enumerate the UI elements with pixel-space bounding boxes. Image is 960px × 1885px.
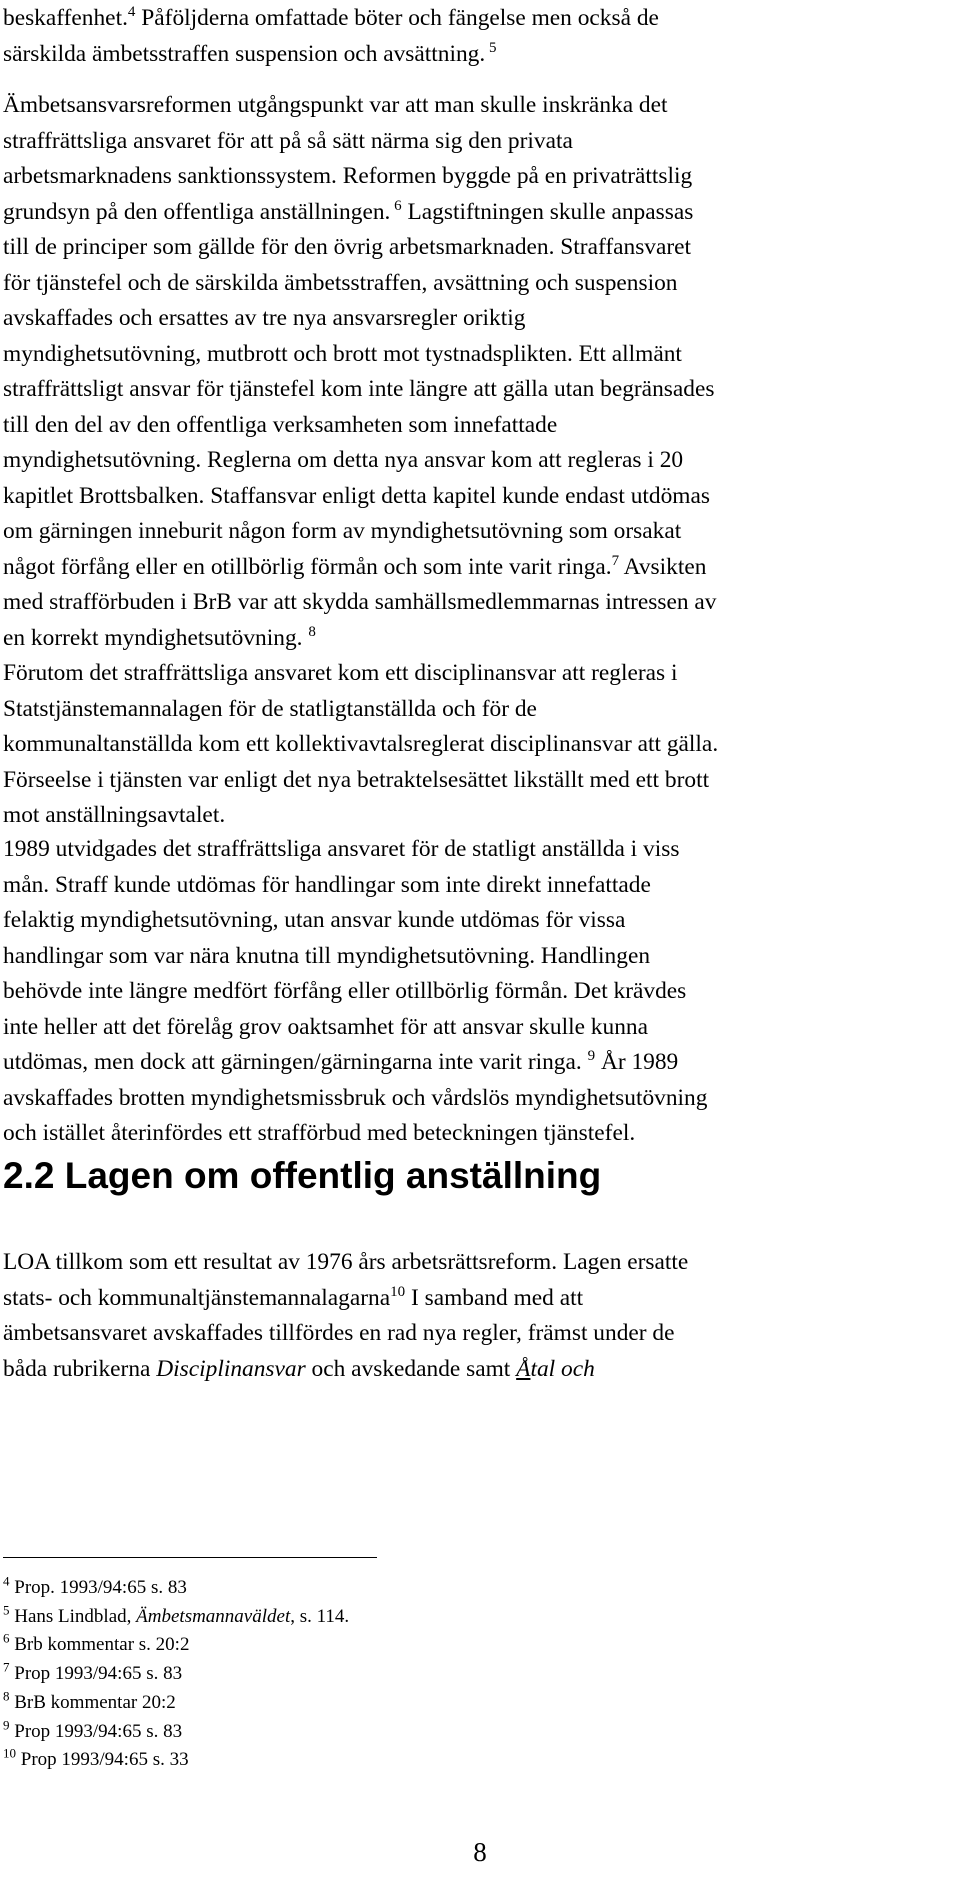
text-line: grundsyn på den offentliga anställningen. $^6$ Lagstiftningen skulle anpassas [3, 197, 694, 225]
text-line: myndighetsutövning, mutbrott och brott mot tystnadsplikten. Ett allmänt [3, 340, 682, 367]
text-line: båda rubrikerna Disciplinansvar och avskedande samt Åtal och [3, 1355, 595, 1382]
paragraph-2 [3, 88, 955, 834]
footnote-4: $^4$ Prop. 1993/94:65 s. 83 [3, 1573, 187, 1598]
text-line: Förutom det straffrättsliga ansvaret kom ett disciplinansvar att regleras i [3, 660, 678, 686]
text-line: för tjänstefel och de särskilda ämbetsstraffen, avsättning och suspension [3, 269, 678, 296]
text-line: särskilda ämbetsstraffen suspension och avsättning. $^5$ [3, 39, 497, 67]
text-line: Förseelse i tjänsten var enligt det nya betraktelsesättet likställt med ett brott [3, 766, 710, 793]
text-line: arbetsmarknadens sanktionssystem. Reformen byggde på en privaträttslig [3, 163, 693, 189]
text-line: kapitlet Brottsbalken. Staffansvar enligt detta kapitel kunde endast utdömas [3, 482, 710, 509]
paragraph-1 [3, 1, 955, 72]
text-line: ämbetsansvaret avskaffades tillfördes en rad nya regler, främst under de [3, 1320, 675, 1346]
text-line: mot anställningsavtalet. [3, 802, 226, 828]
text-line: till de principer som gällde för den övrig arbetsmarknaden. Straffansvaret [3, 234, 692, 260]
footnote-7: $^7$ Prop 1993/94:65 s. 83 [3, 1659, 183, 1685]
text-line: LOA tillkom som ett resultat av 1976 års arbetsrättsreform. Lagen ersatte [3, 1249, 689, 1275]
text-line: behövde inte längre medfört förfång eller otillbörlig förmån. Det krävdes [3, 978, 687, 1004]
footnote-10: $^{10}$ Prop 1993/94:65 s. 33 [3, 1745, 189, 1771]
text-line: en korrekt myndighetsutövning. $^8$ [3, 623, 316, 651]
text-line: om gärningen inneburit någon form av myndighetsutövning som orsakat [3, 518, 682, 544]
text-line: inte heller att det förelåg grov oaktsamhet för att ansvar skulle kunna [3, 1013, 648, 1040]
text-line: stats- och kommunaltjänstemannalagarna$^{10}$ I samband med att [3, 1283, 584, 1311]
text-line: kommunaltanställda kom ett kollektivavtalsreglerat disciplinansvar att gälla. [3, 731, 719, 757]
text-line: felaktig myndighetsutövning, utan ansvar kunde utdömas för vissa [3, 907, 626, 933]
paragraph-4 [3, 1245, 955, 1387]
text-line: utdömas, men dock att gärningen/gärningarna inte varit ringa. $^9$ År 1989 [3, 1048, 679, 1075]
text-line: avskaffades och ersattes av tre nya ansvarsregler oriktig [3, 305, 526, 331]
text-line: myndighetsutövning. Reglerna om detta nya ansvar kom att regleras i 20 [3, 447, 684, 473]
text-line: straffrättsligt ansvar för tjänstefel kom inte längre att gälla utan begränsades [3, 376, 715, 402]
paragraph-3 [3, 832, 955, 1152]
text-line: Ämbetsansvarsreformen utgångspunkt var att man skulle inskränka det [3, 92, 668, 118]
footnote-6: $^6$ Brb kommentar s. 20:2 [3, 1631, 190, 1656]
text-line: och istället återinfördes ett strafförbud med beteckningen tjänstefel. [3, 1120, 636, 1146]
text-line: till den del av den offentliga verksamheten som innefattade [3, 411, 558, 438]
text-line: avskaffades brotten myndighetsmissbruk och vårdslös myndighetsutövning [3, 1084, 708, 1111]
text-line: 1989 utvidgades det straffrättsliga ansvaret för de statligt anställda i viss [3, 836, 680, 862]
text-line: något förfång eller en otillbörlig förmån och som inte varit ringa.$^7$ Avsikten [3, 552, 707, 580]
footnote-list [3, 1574, 349, 1775]
footnote-divider [3, 1557, 377, 1558]
text-line: straffrättsliga ansvaret för att på så sätt närma sig den privata [3, 127, 573, 154]
text-line: mån. Straff kunde utdömas för handlingar som inte direkt innefattade [3, 871, 651, 898]
footnote-9: $^9$ Prop 1993/94:65 s. 83 [3, 1717, 183, 1742]
text-line: beskaffenhet.$^4$ Påföljderna omfattade böter och fängelse men också de [3, 4, 659, 31]
footnote-8: $^8$ BrB kommentar 20:2 [3, 1688, 176, 1713]
text-line: handlingar som var nära knutna till myndighetsutövning. Handlingen [3, 942, 651, 969]
section-heading: 2.2 Lagen om offentlig anställning [3, 1155, 602, 1196]
page-number: 8 [473, 1837, 487, 1867]
text-line: Statstjänstemannalagen för de statligtanställda och för de [3, 695, 537, 722]
text-line: med strafförbuden i BrB var att skydda samhällsmedlemmarnas intressen av [3, 589, 717, 615]
footnote-5: $^5$ Hans Lindblad, Ämbetsmannaväldet, s. 114. [3, 1602, 350, 1627]
